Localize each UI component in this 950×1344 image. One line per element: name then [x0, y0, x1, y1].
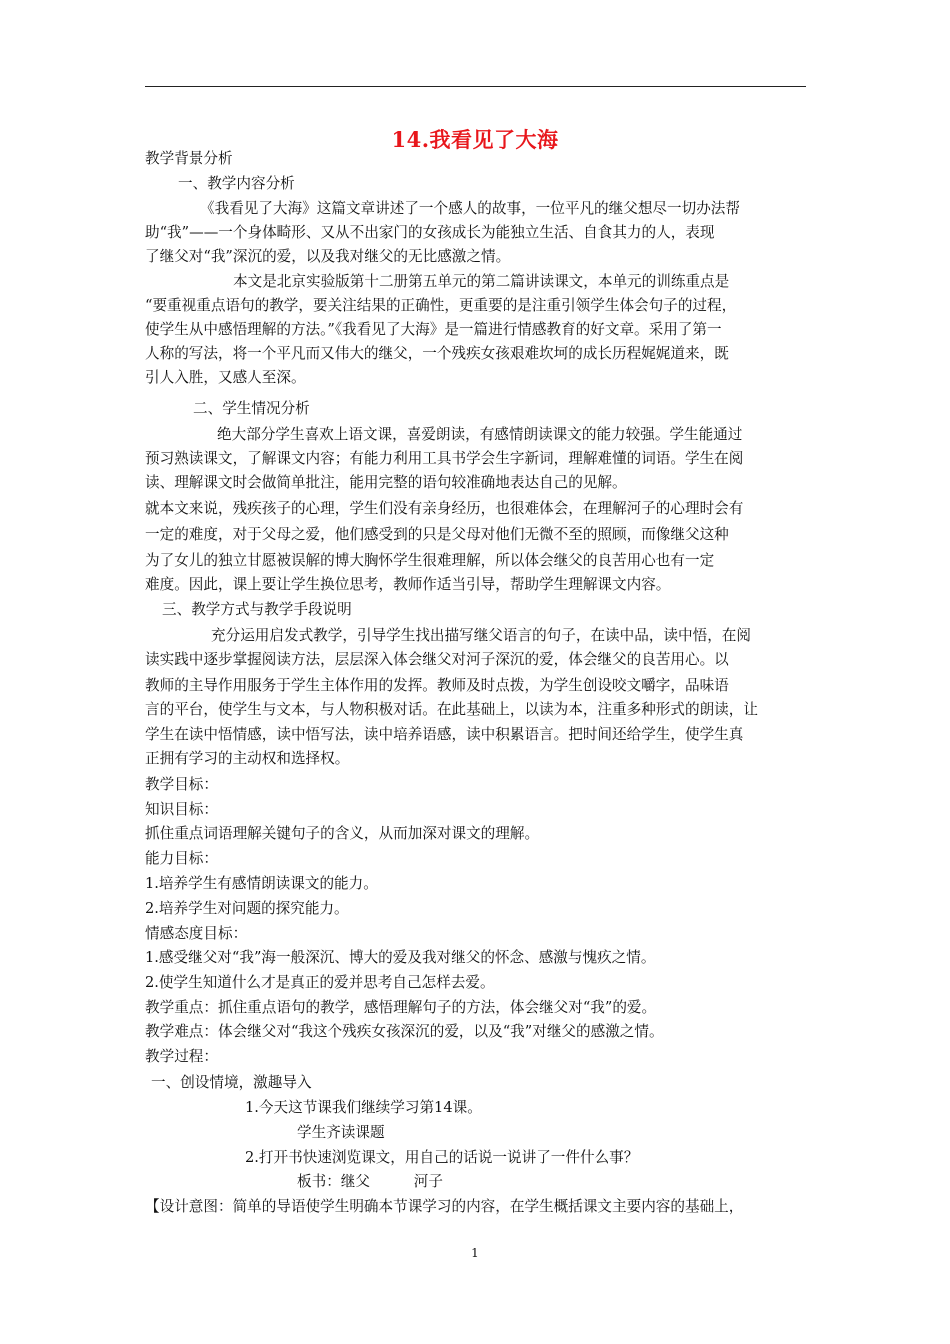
text-line: 绝大部分学生喜欢上语文课，喜爱朗读，有感情朗读课文的能力较强。学生能通过 — [217, 426, 743, 443]
text-line: 《我看见了大海》这篇文章讲述了一个感人的故事，一位平凡的继父想尽一切办法帮 — [200, 200, 740, 217]
text-line: 教学难点：体会继父对“我这个残疾女孩深沉的爱，以及“我”对继父的感激之情。 — [145, 1023, 664, 1040]
text-line: “要重视重点语句的教学，要关注结果的正确性，更重要的是注重引领学生体会句子的过程， — [145, 297, 737, 314]
text-line: 一、创设情境，激趣导入 — [151, 1074, 312, 1091]
text-line: 1.感受继父对“我”海一般深沉、博大的爱及我对继父的怀念、感激与愧疚之情。 — [145, 949, 656, 966]
text-line: 充分运用启发式教学，引导学生找出描写继父语言的句子，在读中品，读中悟，在阅 — [211, 627, 751, 644]
text-line: 教学背景分析 — [145, 150, 233, 167]
text-line: 难度。因此，课上要让学生换位思考，教师作适当引导，帮助学生理解课文内容。 — [145, 576, 671, 593]
text-line: 二、学生情况分析 — [193, 400, 310, 417]
text-line: 使学生从中感悟理解的方法。”《我看见了大海》是一篇进行情感教育的好文章。采用了第一 — [145, 321, 722, 338]
text-line: 抓住重点词语理解关键句子的含义，从而加深对课文的理解。 — [145, 825, 540, 842]
text-line: 助“我”——一个身体畸形、又从不出家门的女孩成长为能独立生活、自食其力的人，表现 — [145, 224, 715, 241]
text-line: 本文是北京实验版第十二册第五单元的第二篇讲读课文，本单元的训练重点是 — [233, 273, 730, 290]
text-line: 学生在读中悟情感，读中悟写法，读中培养语感，读中积累语言。把时间还给学生，使学生真 — [145, 726, 744, 743]
text-line: 一、教学内容分析 — [178, 175, 295, 192]
text-line: 言的平台，使学生与文本，与人物积极对话。在此基础上，以读为本，注重多种形式的朗读，让 — [145, 701, 758, 718]
text-line: 三、教学方式与教学手段说明 — [162, 601, 352, 618]
text-line: 就本文来说，残疾孩子的心理，学生们没有亲身经历，也很难体会，在理解河子的心理时会有 — [145, 500, 744, 517]
text-line: 学生齐读课题 — [297, 1124, 385, 1141]
text-line: 情感态度目标： — [145, 925, 248, 942]
text-line: 2.打开书快速浏览课文，用自己的话说一说讲了一件什么事？ — [245, 1149, 639, 1166]
text-line: 板书：继父 河子 — [297, 1173, 443, 1190]
text-line: 预习熟读课文，了解课文内容；有能力利用工具书学会生字新词，理解难懂的词语。学生在阅 — [145, 450, 744, 467]
text-line: 教师的主导作用服务于学生主体作用的发挥。教师及时点拨，为学生创设咬文嚼字，品味语 — [145, 677, 729, 694]
header-rule — [145, 86, 806, 87]
text-line: 为了女儿的独立甘愿被误解的博大胸怀学生很难理解，所以体会继父的良苦用心也有一定 — [145, 552, 715, 569]
text-line: 正拥有学习的主动权和选择权。 — [145, 750, 350, 767]
text-line: 读、理解课文时会做简单批注，能用完整的语句较准确地表达自己的见解。 — [145, 474, 627, 491]
text-line: 一定的难度，对于父母之爱，他们感受到的只是父母对他们无微不至的照顾，而像继父这种 — [145, 526, 729, 543]
text-line: 2.使学生知道什么才是真正的爱并思考自己怎样去爱。 — [145, 974, 495, 991]
text-line: 读实践中逐步掌握阅读方法，层层深入体会继父对河子深沉的爱，体会继父的良苦用心。以 — [145, 651, 729, 668]
text-line: 教学过程： — [145, 1048, 218, 1065]
text-line: 1.培养学生有感情朗读课文的能力。 — [145, 875, 378, 892]
text-line: 人称的写法，将一个平凡而又伟大的继父，一个残疾女孩艰难坎坷的成长历程娓娓道来，既 — [145, 345, 729, 362]
text-line: 引人入胜，又感人至深。 — [145, 369, 306, 386]
text-line: 知识目标： — [145, 801, 218, 818]
text-line: 【设计意图：简单的导语使学生明确本节课学习的内容，在学生概括课文主要内容的基础上， — [145, 1198, 744, 1215]
document-title: 14.我看见了大海 — [391, 127, 559, 152]
text-line: 教学重点：抓住重点语句的教学，感悟理解句子的方法，体会继父对“我”的爱。 — [145, 999, 657, 1016]
text-line: 2.培养学生对问题的探究能力。 — [145, 900, 349, 917]
text-line: 了继父对“我”深沉的爱，以及我对继父的无比感激之情。 — [145, 248, 511, 265]
text-line: 能力目标： — [145, 850, 218, 867]
text-line: 1.今天这节课我们继续学习第14课。 — [245, 1099, 482, 1116]
text-line: 教学目标： — [145, 776, 218, 793]
page-number: 1 — [471, 1246, 479, 1260]
